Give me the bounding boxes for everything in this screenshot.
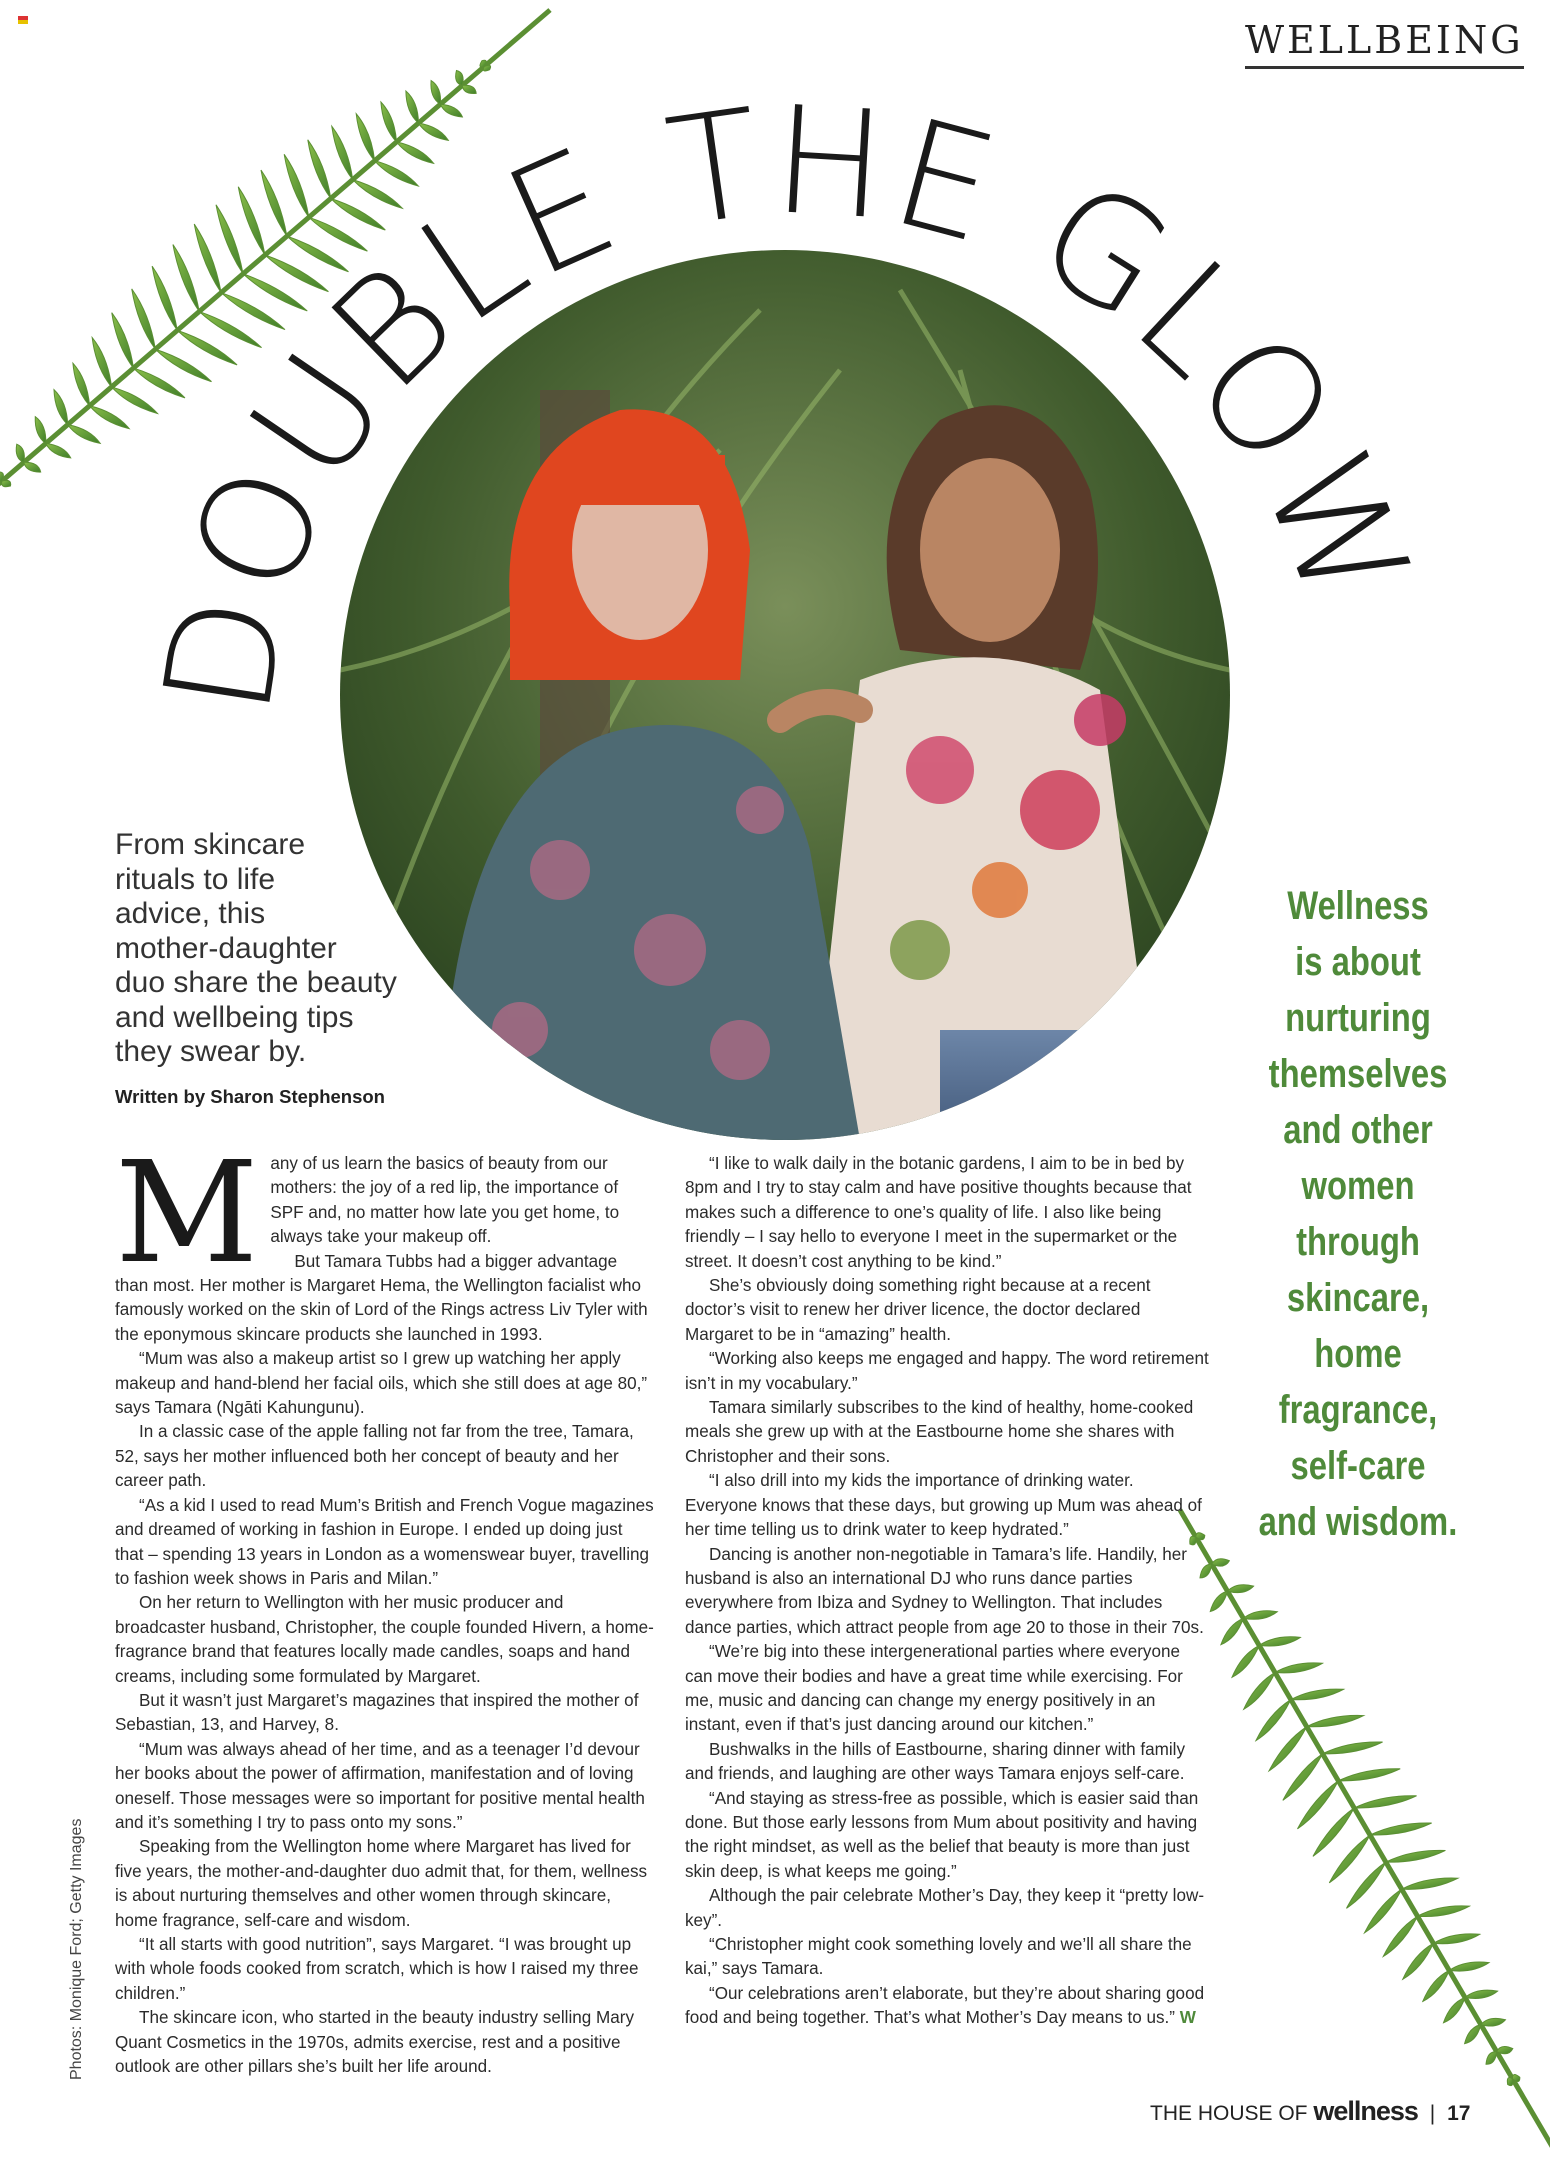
fern-leaflet	[1291, 1689, 1344, 1700]
end-mark: W	[1175, 2008, 1196, 2028]
standfirst-line: duo share the beauty	[115, 966, 397, 999]
fern-leaflet	[1259, 1637, 1300, 1646]
fern-leaflet	[1486, 2052, 1497, 2065]
fern-leaflet	[1346, 1862, 1385, 1908]
article-paragraph: Bushwalks in the hills of Eastbourne, sharing dinner with family and friends, and laughing are other ways Tamara enjoys self-care.	[685, 1739, 1186, 1784]
fern-leaflet	[1269, 1727, 1307, 1771]
fern-leaflet	[1443, 1998, 1465, 2023]
standfirst-line: rituals to life	[115, 862, 276, 896]
pull-quote-line: is about	[1295, 940, 1421, 984]
fern-leaflet	[1275, 1663, 1322, 1673]
fern-leaflet	[1383, 1916, 1417, 1956]
standfirst-line: mother-daughter	[115, 931, 337, 965]
standfirst-line: advice, this	[115, 897, 266, 930]
fern-leaflet	[1423, 1970, 1449, 2001]
fern-leaflet	[1307, 1715, 1364, 1726]
fern-leaflet	[1364, 1889, 1401, 1933]
article-paragraph: any of us learn the basics of beauty from our mothers: the joy of a red lip, the importance of SPF and, no matter how late you get home, to always take your makeup off.	[270, 1154, 620, 1247]
article-paragraph: “Mum was also a makeup artist so I grew up watching her apply makeup and hand-blend her facial oils, which she still does at age 80,” says Tamara (Ngāti Kahungunu).	[115, 1349, 648, 1418]
fern-leaflet	[1449, 1962, 1489, 1971]
fern-leaflet	[1465, 1990, 1498, 1998]
fern-leaflet	[1256, 1700, 1291, 1741]
article-paragraph: But Tamara Tubbs had a bigger advantage than most. Her mother is Margaret Hema, the Wellington facialist who famously worked on the skin of Lord of the Rings actress Liv Tyler with the eponymous skincare products she launched in 1993.	[115, 1251, 648, 1344]
footer-separator: |	[1429, 2102, 1436, 2125]
article-paragraph: “I also drill into my kids the importance of drinking water. Everyone knows that these days, but growing up Mum was ahead of her time telling us to drink water to keep hydrated.”	[685, 1471, 1202, 1540]
photo-credit: Photos: Monique Ford; Getty Images	[68, 1818, 85, 2080]
standfirst-line: From skincare	[115, 828, 306, 861]
article-paragraph: Tamara similarly subscribes to the kind of healthy, home-cooked meals she grew up with at the Eastbourne home she shares with Christopher and their sons.	[685, 1398, 1194, 1466]
fern-leaflet	[1481, 2018, 1506, 2026]
article-paragraph: “Mum was always ahead of her time, and as a teenager I’d devour her books about the power of affirmation, manifestation and of loving oneself. Those messages were so important for positive mental health and it’s something I try to pass onto my sons.”	[115, 1739, 645, 1832]
fern-leaflet	[1244, 1673, 1275, 1710]
fern-leaflet	[1297, 1781, 1338, 1829]
fern-leaflet	[1329, 1835, 1370, 1883]
fern-leaflet	[1210, 1591, 1227, 1611]
standfirst-line: they swear by.	[115, 1035, 307, 1068]
fern-leaflet	[1354, 1796, 1416, 1808]
pull-quote-line: themselves	[1268, 1052, 1448, 1096]
page-footer	[1150, 2096, 1470, 2127]
fern-leaflet	[1323, 1742, 1383, 1754]
article-column-1	[115, 1132, 655, 2079]
pull-quote	[1251, 878, 1464, 1550]
pull-quote-line: self-care	[1290, 1444, 1426, 1488]
pull-quote-line: and other	[1283, 1108, 1433, 1152]
standfirst	[115, 828, 435, 1070]
fern-decoration-bottom-right	[1160, 1490, 1550, 2170]
fern-stem	[1180, 1510, 1550, 2160]
pull-quote-line: women	[1301, 1164, 1415, 1208]
fern-leaflet	[1221, 1618, 1243, 1644]
article-paragraph: Dancing is another non-negotiable in Tamara’s life. Handily, her husband is also an international DJ who runs dance parties everywhere from Ibiza and Sydney to Wellington. That includes dance parties, which attract people from age 20 to those in their 70s.	[685, 1544, 1204, 1637]
pull-quote-line: through	[1296, 1220, 1420, 1264]
article-paragraph: On her return to Wellington with her music producer and broadcaster husband, Christopher, the couple founded Hivern, a home-fragrance brand that features locally made candles, soaps and hand creams, including some formulated by Margaret.	[115, 1593, 654, 1686]
fern-leaflet	[1402, 1878, 1458, 1889]
article-paragraph: “Our celebrations aren’t elaborate, but they’re about sharing good food and being together. That’s what Mother’s Day means to us.” W	[685, 1983, 1205, 2028]
fern-leaflet	[1497, 2046, 1513, 2053]
article-paragraph: The skincare icon, who started in the beauty industry selling Mary Quant Cosmetics in the 1970s, admits exercise, rest and a positive outlook are other pillars she’s built her life around.	[115, 2008, 635, 2077]
drop-cap: M	[115, 1132, 259, 1295]
article-column-2	[685, 1152, 1210, 2031]
article-paragraph: “We’re big into these intergenerational parties where everyone can move their bodies and have a great time while exercising. For me, music and dancing can change my energy positively in an instant, even if that’s just dancing around our kitchen.”	[685, 1642, 1183, 1735]
standfirst-line: and wellbeing tips	[115, 1000, 354, 1034]
fern-leaflet	[1212, 1559, 1230, 1566]
section-label: WELLBEING	[1245, 18, 1524, 69]
pull-quote-line: Wellness	[1287, 884, 1429, 928]
fern-leaflet	[1433, 1934, 1479, 1944]
fern-leaflet	[1338, 1769, 1400, 1781]
footer-prefix: THE HOUSE OF	[1150, 2102, 1308, 2125]
article-paragraph: “It all starts with good nutrition”, says Margaret. “I was brought up with whole foods cooked from scratch, which is how I raised my three children.”	[115, 1935, 639, 2003]
page-number: 17	[1447, 2102, 1471, 2125]
article-paragraph: She’s obviously doing something right because at a recent doctor’s visit to renew her driver licence, the doctor declared Margaret to be in “amazing” health.	[685, 1276, 1151, 1344]
fern-leaflet	[1313, 1808, 1354, 1856]
article-paragraph: “Working also keeps me engaged and happy. The word retirement isn’t in my vocabulary.”	[685, 1349, 1209, 1393]
article-paragraph: Although the pair celebrate Mother’s Day, they keep it “pretty low-key”.	[685, 1886, 1205, 1930]
pull-quote-line: home	[1314, 1332, 1402, 1376]
fern-leaflet	[1243, 1611, 1277, 1619]
pull-quote-line: skincare,	[1286, 1276, 1430, 1320]
fern-leaflet	[1403, 1943, 1434, 1979]
article-paragraph: But it wasn’t just Margaret’s magazines that inspired the mother of Sebastian, 13, and Harvey, 8.	[115, 1690, 639, 1735]
article-paragraph: “And staying as stress-free as possible, which is easier said than done. But those early lessons from Mum about positivity and having the right mindset, as well as the belief that beauty is more than just skin deep, is what keeps me going.”	[685, 1788, 1199, 1881]
title-arc	[0, 0, 1550, 900]
fern-leaflet	[1283, 1754, 1323, 1801]
pull-quote-line: nurturing	[1285, 996, 1431, 1040]
fern-leaflet	[1232, 1645, 1259, 1677]
page-title-text: DOUBLE THE GLOW	[131, 74, 1445, 725]
article-paragraph: In a classic case of the apple falling not far from the tree, Tamara, 52, says her mother influenced both her concept of beauty and her career path.	[115, 1422, 634, 1491]
byline: Written by Sharon Stephenson	[115, 1086, 385, 1107]
fern-leaflet	[1465, 2025, 1481, 2044]
fern-leaflet	[1386, 1850, 1446, 1862]
fern-leaflet	[1370, 1823, 1432, 1835]
article-paragraph: Speaking from the Wellington home where Margaret has lived for five years, the mother-and-daughter duo admit that, for them, wellness is about nurturing themselves and other women through skincare, home fragrance, self-care and wisdom.	[115, 1837, 648, 1930]
pull-quote-line: and wisdom.	[1258, 1500, 1458, 1544]
page-title	[131, 74, 1444, 725]
pull-quote-line: fragrance,	[1278, 1388, 1438, 1432]
fern-leaflet	[1228, 1585, 1254, 1593]
article-paragraph: “I like to walk daily in the botanic gardens, I aim to be in bed by 8pm and I try to stay calm and have positive thoughts because that makes such a difference to one’s quality of life. I also like being friendly – I say hello to everyone I meet in the supermarket or the street. It doesn’t cost anything to be kind.”	[685, 1154, 1192, 1271]
fern-leaflet	[1418, 1906, 1470, 1917]
footer-brand: wellness	[1313, 2096, 1418, 2126]
article-paragraph: “Christopher might cook something lovely and we’ll all share the kai,” says Tamara.	[685, 1935, 1192, 1979]
article-paragraph: “As a kid I used to read Mum’s British and French Vogue magazines and dreamed of working in fashion in Europe. I ended up doing just that – spending 13 years in London as a womenswear buyer, travelling to fashion week shows in Paris and Milan.”	[115, 1495, 654, 1588]
